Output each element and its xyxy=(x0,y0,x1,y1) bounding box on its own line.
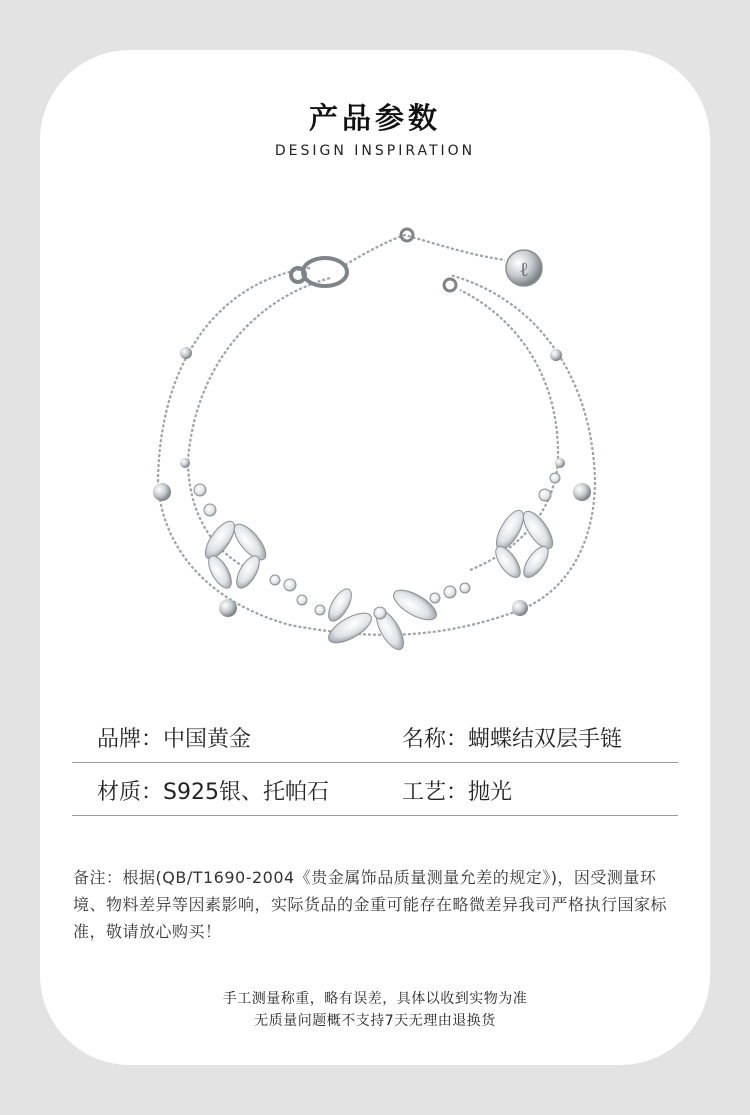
spec-craft: 工艺：抛光 xyxy=(402,780,513,805)
footer-line-2: 无质量问题概不支持7天无理由退换货 xyxy=(254,1013,496,1029)
spec-divider-1 xyxy=(72,762,678,763)
spec-name: 名称：蝴蝶结双层手链 xyxy=(402,727,623,752)
spec-material: 材质：S925银、托帕石 xyxy=(97,780,329,805)
spec-divider-2 xyxy=(72,815,678,816)
extender-chain xyxy=(345,235,505,265)
spec-brand: 品牌：中国黄金 xyxy=(97,727,252,752)
page-subtitle: DESIGN INSPIRATION xyxy=(274,143,476,159)
pendant-logo-icon: ℓ xyxy=(519,257,529,281)
page-title: 产品参数 xyxy=(308,101,441,135)
gem-charms xyxy=(194,473,560,654)
product-image-bracelet xyxy=(140,220,610,680)
remarks-note: 备注：根据(QB/T1690-2004《贵金属饰品质量测量允差的规定》)，因受测量环境、物料差异等因素影响，实际货品的金重可能存在略微差异我司严格执行国家标准，敬请放心购买！ xyxy=(73,868,668,941)
lobster-clasp xyxy=(291,229,456,291)
footer-line-1: 手工测量称重，略有误差，具体以收到实物为准 xyxy=(222,991,528,1007)
